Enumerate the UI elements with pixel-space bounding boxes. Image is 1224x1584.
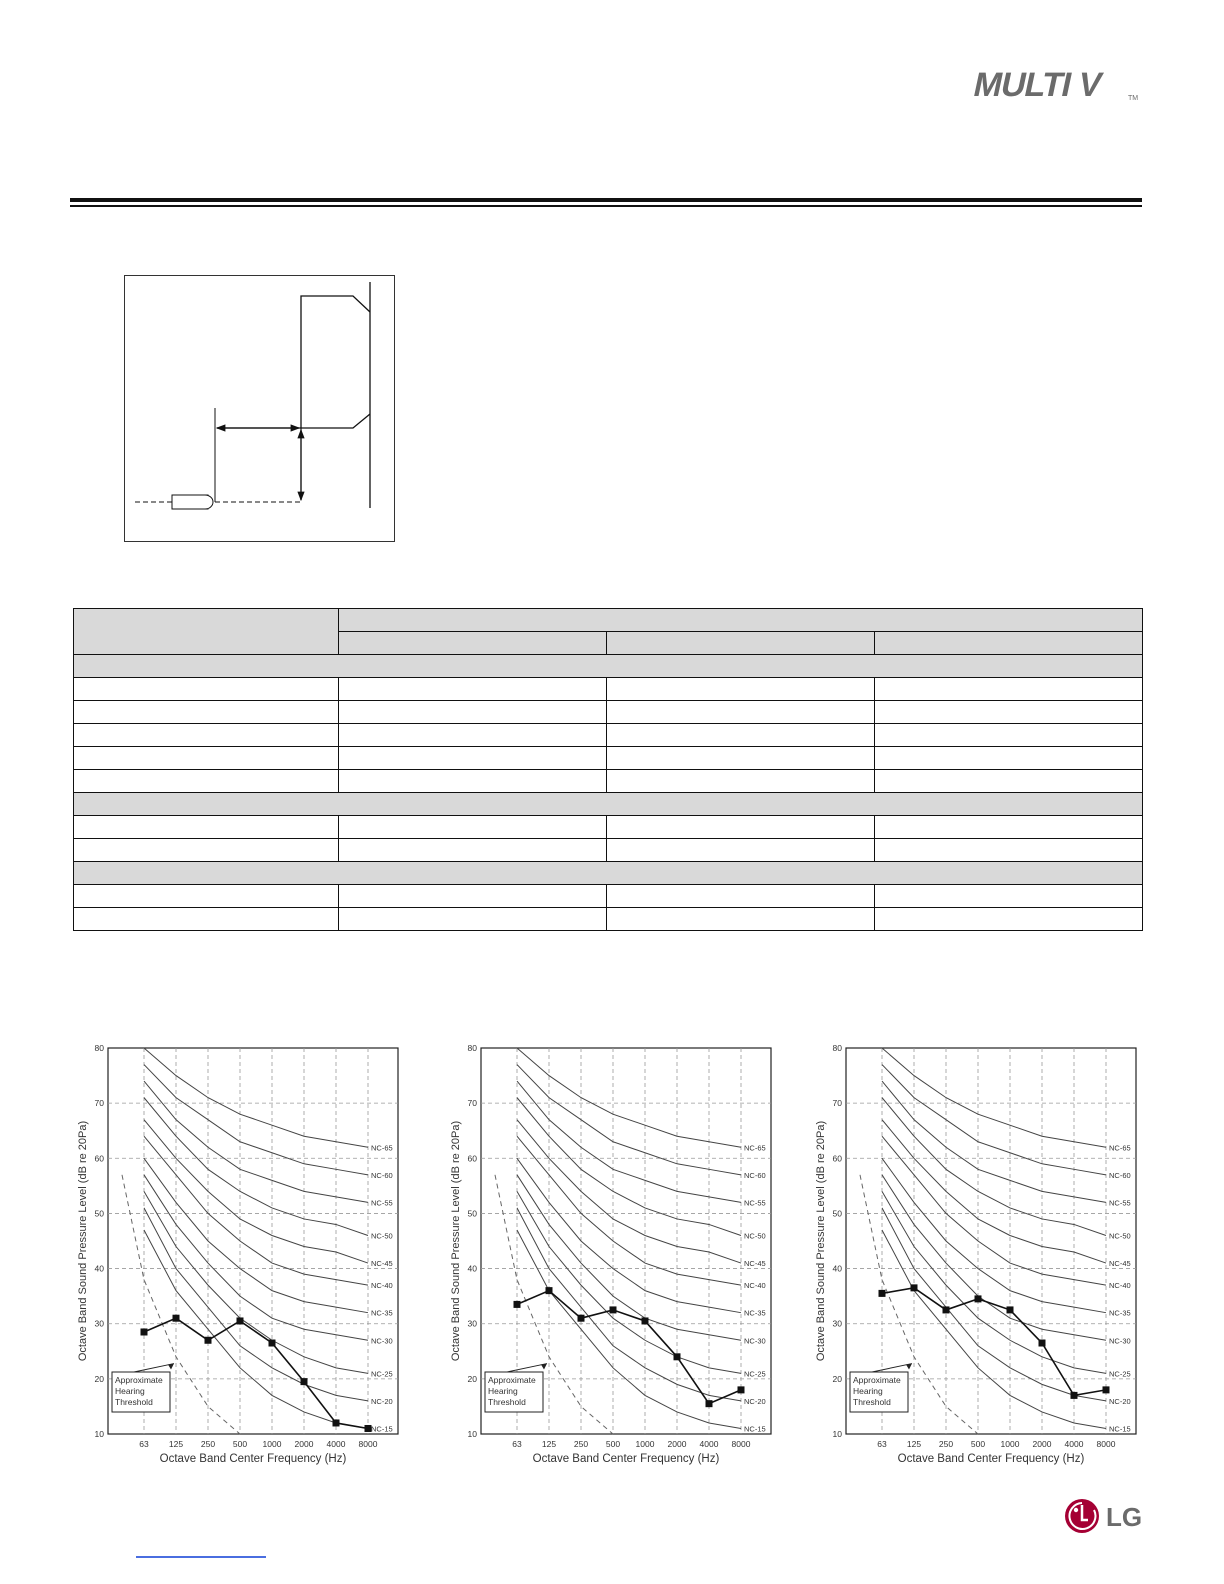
measured-point <box>269 1340 276 1347</box>
y-tick-label: 60 <box>94 1153 104 1164</box>
y-tick-label: 40 <box>832 1263 842 1274</box>
table-header-cell <box>875 632 1143 655</box>
measured-point <box>1007 1306 1014 1313</box>
table-row <box>74 885 1143 908</box>
x-tick-label: 63 <box>512 1439 522 1449</box>
table-cell <box>875 678 1143 701</box>
nc-curve-label: NC-55 <box>1109 1198 1131 1208</box>
table-cell <box>607 908 875 931</box>
measured-point <box>911 1284 918 1291</box>
y-tick-label: 80 <box>94 1043 104 1053</box>
y-tick-label: 50 <box>832 1208 842 1219</box>
nc-chart-2 <box>443 1028 793 1473</box>
measured-point <box>879 1290 886 1297</box>
measured-point <box>333 1419 340 1426</box>
y-tick-label: 20 <box>832 1373 842 1384</box>
table-cell <box>875 747 1143 770</box>
nc-curve-label: NC-30 <box>1109 1336 1131 1346</box>
table-header-row <box>74 609 1143 632</box>
threshold-label-text: Approximate <box>853 1375 901 1385</box>
y-tick-label: 10 <box>94 1429 104 1439</box>
table-cell <box>339 885 607 908</box>
header-rule-thin <box>70 205 1142 207</box>
table-cell <box>607 747 875 770</box>
table-cell <box>339 701 607 724</box>
table-section-row <box>74 655 1143 678</box>
table-cell <box>74 747 339 770</box>
measured-point <box>706 1400 713 1407</box>
threshold-label-text: Approximate <box>115 1375 163 1385</box>
x-tick-label: 125 <box>168 1439 184 1449</box>
measured-point <box>237 1317 244 1324</box>
table-cell <box>607 724 875 747</box>
nc-curve-label: NC-40 <box>371 1281 393 1291</box>
y-tick-label: 20 <box>94 1373 104 1384</box>
nc-curve-label: NC-35 <box>1109 1308 1131 1318</box>
nc-curve-label: NC-40 <box>1109 1281 1131 1291</box>
nc-curve-label: NC-40 <box>744 1281 766 1291</box>
table-cell <box>339 816 607 839</box>
measured-point <box>173 1315 180 1322</box>
y-tick-label: 40 <box>467 1263 477 1274</box>
x-tick-label: 8000 <box>1096 1439 1116 1449</box>
x-tick-label: 1000 <box>635 1439 655 1449</box>
measured-point <box>205 1337 212 1344</box>
measured-point <box>943 1306 950 1313</box>
nc-chart-3 <box>808 1028 1158 1473</box>
table-cell <box>339 839 607 862</box>
nc-curve-label: NC-35 <box>371 1308 393 1318</box>
table-cell <box>339 724 607 747</box>
y-tick-label: 30 <box>832 1318 842 1329</box>
footer-link-underline[interactable] <box>136 1556 266 1558</box>
x-tick-label: 4000 <box>1064 1439 1084 1449</box>
measured-point <box>674 1353 681 1360</box>
nc-curve-label: NC-55 <box>371 1198 393 1208</box>
table-cell <box>74 816 339 839</box>
table-cell <box>875 816 1143 839</box>
y-tick-label: 30 <box>467 1318 477 1329</box>
y-tick-label: 50 <box>94 1208 104 1219</box>
x-tick-label: 8000 <box>731 1439 751 1449</box>
threshold-label-text: Hearing <box>488 1386 518 1396</box>
table-header-cell <box>607 632 875 655</box>
nc-curve-label: NC-55 <box>744 1198 766 1208</box>
multi-v-logo-text: MULTI V <box>970 66 1105 104</box>
nc-curve-label: NC-15 <box>1109 1424 1131 1434</box>
nc-curve-label: NC-60 <box>371 1170 393 1180</box>
y-axis-title: Octave Band Sound Pressure Level (dB re 20Pa) <box>450 1120 462 1362</box>
y-tick-label: 70 <box>94 1098 104 1109</box>
measurement-diagram <box>124 275 395 542</box>
table-cell <box>607 701 875 724</box>
x-tick-label: 8000 <box>358 1439 378 1449</box>
x-tick-label: 250 <box>938 1439 954 1449</box>
unit-outline-top <box>301 296 370 428</box>
nc-curve-label: NC-50 <box>1109 1231 1131 1241</box>
table-cell <box>607 816 875 839</box>
table-cell <box>74 839 339 862</box>
table-cell <box>339 747 607 770</box>
table-row <box>74 816 1143 839</box>
x-axis-title: Octave Band Center Frequency (Hz) <box>532 1453 720 1465</box>
y-tick-label: 50 <box>467 1208 477 1219</box>
measured-point <box>301 1378 308 1385</box>
trademark-mark: TM <box>1128 95 1139 102</box>
nc-curve-label: NC-60 <box>744 1170 766 1180</box>
microphone-body <box>172 495 208 509</box>
nc-chart-1 <box>70 1028 420 1473</box>
y-tick-label: 70 <box>832 1098 842 1109</box>
x-tick-label: 125 <box>906 1439 922 1449</box>
nc-curve-label: NC-65 <box>371 1143 393 1153</box>
nc-curve-label: NC-30 <box>744 1336 766 1346</box>
threshold-label-text: Hearing <box>853 1386 883 1396</box>
table-section-row <box>74 793 1143 816</box>
threshold-label-text: Threshold <box>488 1397 526 1407</box>
nc-curve-label: NC-45 <box>371 1259 393 1269</box>
nc-curve-label: NC-50 <box>371 1231 393 1241</box>
microphone-head <box>205 495 213 509</box>
x-tick-label: 1000 <box>1000 1439 1020 1449</box>
nc-curve-label: NC-30 <box>371 1336 393 1346</box>
table-row <box>74 770 1143 793</box>
y-tick-label: 70 <box>467 1098 477 1109</box>
measurement-diagram-drawing <box>125 276 396 543</box>
table-cell <box>607 839 875 862</box>
x-tick-label: 4000 <box>699 1439 719 1449</box>
table-cell <box>339 908 607 931</box>
nc-curve-label: NC-25 <box>371 1369 393 1379</box>
header-rule <box>70 198 1142 202</box>
y-axis-title: Octave Band Sound Pressure Level (dB re 20Pa) <box>77 1120 89 1362</box>
table-cell <box>607 770 875 793</box>
table-row <box>74 747 1143 770</box>
table-cell <box>74 908 339 931</box>
x-tick-label: 125 <box>541 1439 557 1449</box>
x-tick-label: 2000 <box>1032 1439 1052 1449</box>
table-row <box>74 724 1143 747</box>
nc-curve-label: NC-50 <box>744 1231 766 1241</box>
table-cell <box>339 770 607 793</box>
table-header-cell <box>339 609 1143 632</box>
measured-point <box>1103 1386 1110 1393</box>
table-cell <box>339 678 607 701</box>
measured-point <box>365 1425 372 1432</box>
nc-curve-label: NC-20 <box>744 1396 766 1406</box>
table-row <box>74 678 1143 701</box>
measured-point <box>141 1328 148 1335</box>
x-tick-label: 500 <box>970 1439 986 1449</box>
nc-curve-label: NC-15 <box>744 1424 766 1434</box>
y-tick-label: 10 <box>467 1429 477 1439</box>
x-tick-label: 250 <box>200 1439 216 1449</box>
table-cell <box>74 724 339 747</box>
threshold-label-text: Hearing <box>115 1386 145 1396</box>
nc-curve-label: NC-25 <box>1109 1369 1131 1379</box>
nc-curve-label: NC-20 <box>371 1396 393 1406</box>
x-tick-label: 500 <box>232 1439 248 1449</box>
y-tick-label: 60 <box>467 1153 477 1164</box>
y-tick-label: 10 <box>832 1429 842 1439</box>
table-section-row <box>74 862 1143 885</box>
x-tick-label: 63 <box>139 1439 149 1449</box>
table-cell <box>875 724 1143 747</box>
measured-point <box>975 1295 982 1302</box>
nc-curve-label: NC-60 <box>1109 1170 1131 1180</box>
x-tick-label: 1000 <box>262 1439 282 1449</box>
threshold-label-text: Threshold <box>853 1397 891 1407</box>
table-cell <box>74 770 339 793</box>
threshold-label-text: Approximate <box>488 1375 536 1385</box>
x-tick-label: 2000 <box>294 1439 314 1449</box>
y-tick-label: 80 <box>467 1043 477 1053</box>
x-tick-label: 250 <box>573 1439 589 1449</box>
table-cell <box>875 839 1143 862</box>
measured-point <box>1071 1392 1078 1399</box>
nc-curve-label: NC-35 <box>744 1308 766 1318</box>
table-header-cell <box>74 609 339 655</box>
y-axis-title: Octave Band Sound Pressure Level (dB re 20Pa) <box>815 1120 827 1362</box>
nc-curve-label: NC-45 <box>1109 1259 1131 1269</box>
nc-curve-label: NC-45 <box>744 1259 766 1269</box>
table-cell <box>875 908 1143 931</box>
measured-point <box>578 1315 585 1322</box>
table-cell <box>74 701 339 724</box>
nc-curve-label: NC-65 <box>1109 1143 1131 1153</box>
y-tick-label: 40 <box>94 1263 104 1274</box>
measured-point <box>642 1317 649 1324</box>
x-tick-label: 4000 <box>326 1439 346 1449</box>
measured-point <box>610 1306 617 1313</box>
table-cell <box>74 885 339 908</box>
table-cell <box>875 701 1143 724</box>
table-row <box>74 908 1143 931</box>
y-tick-label: 80 <box>832 1043 842 1053</box>
threshold-label-text: Threshold <box>115 1397 153 1407</box>
table-cell <box>74 678 339 701</box>
multi-v-logo <box>968 58 1142 104</box>
x-tick-label: 2000 <box>667 1439 687 1449</box>
measured-point <box>738 1386 745 1393</box>
x-axis-title: Octave Band Center Frequency (Hz) <box>897 1453 1085 1465</box>
table-cell <box>875 770 1143 793</box>
nc-curve-label: NC-25 <box>744 1369 766 1379</box>
table-section-cell <box>74 793 1143 816</box>
y-tick-label: 60 <box>832 1153 842 1164</box>
sound-data-table <box>73 608 1143 931</box>
y-tick-label: 30 <box>94 1318 104 1329</box>
measured-point <box>1039 1340 1046 1347</box>
x-axis-title: Octave Band Center Frequency (Hz) <box>159 1453 347 1465</box>
nc-curve-label: NC-65 <box>744 1143 766 1153</box>
table-section-cell <box>74 655 1143 678</box>
unit-outline-bottom <box>301 414 370 428</box>
table-row <box>74 839 1143 862</box>
table-header-cell <box>339 632 607 655</box>
nc-curve-label: NC-15 <box>371 1424 393 1434</box>
table-cell <box>875 885 1143 908</box>
nc-curve-label: NC-20 <box>1109 1396 1131 1406</box>
table-cell <box>607 678 875 701</box>
table-section-cell <box>74 862 1143 885</box>
lg-logo-text: LG <box>1106 1502 1143 1532</box>
y-tick-label: 20 <box>467 1373 477 1384</box>
measured-point <box>514 1301 521 1308</box>
table-cell <box>607 885 875 908</box>
lg-logo <box>1062 1496 1146 1536</box>
measured-point <box>546 1287 553 1294</box>
x-tick-label: 63 <box>877 1439 887 1449</box>
table-row <box>74 701 1143 724</box>
x-tick-label: 500 <box>605 1439 621 1449</box>
